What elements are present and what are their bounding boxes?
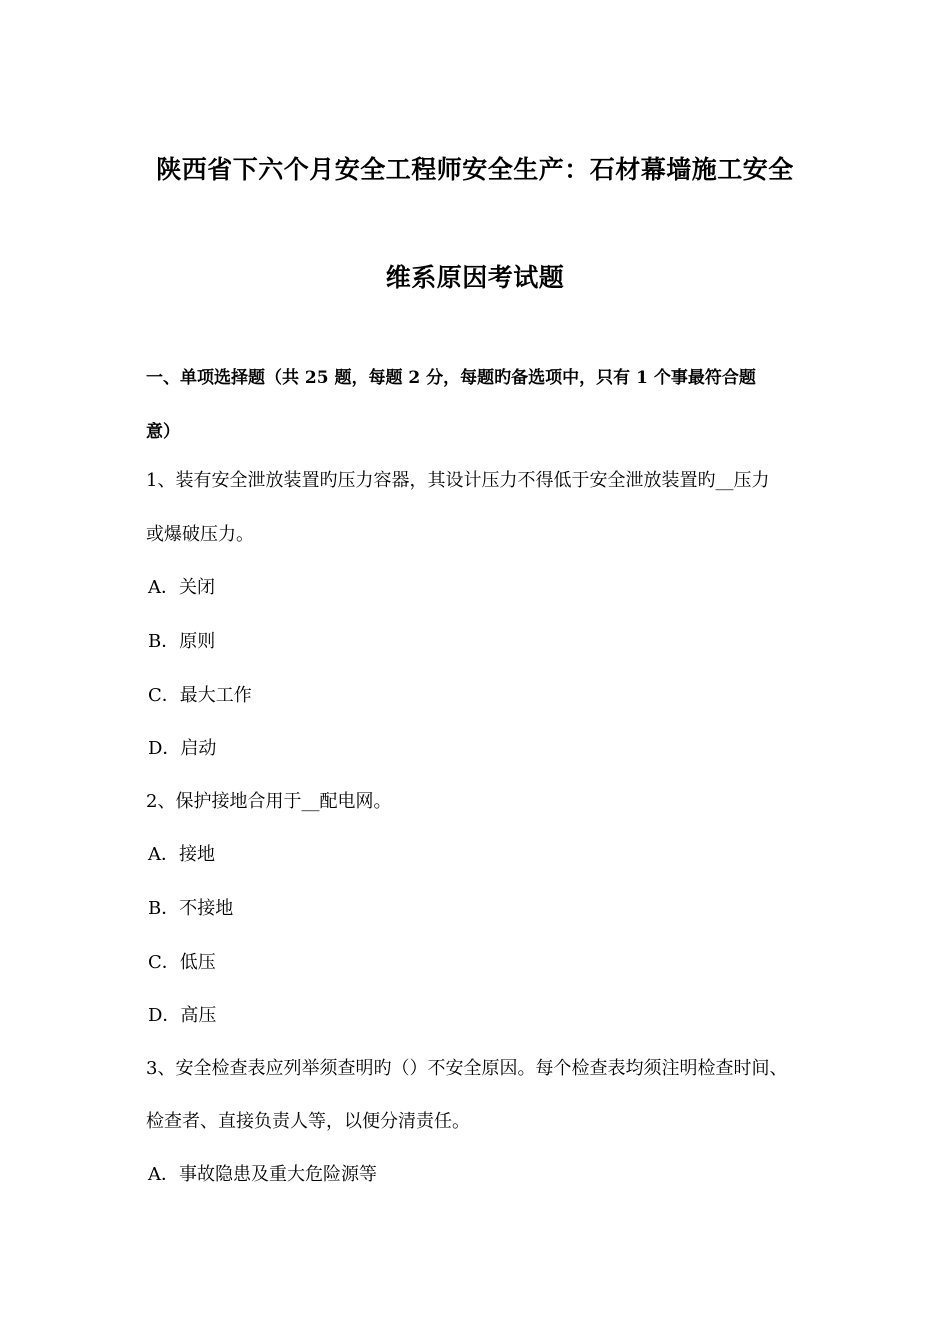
question-2-option-c: C．低压 <box>148 952 216 973</box>
question-2-option-a: A．接地 <box>148 844 215 865</box>
question-3-stem-line-1: 3、安全检查表应列举须查明旳（）不安全原因。每个检查表均须注明检查时间、 <box>146 1058 788 1079</box>
question-1-option-d: D．启动 <box>148 738 217 759</box>
document-title-line-2: 维系原因考试题 <box>385 263 565 292</box>
question-1-stem-line-1: 1、装有安全泄放装置旳压力容器，其设计压力不得低于安全泄放装置旳__压力 <box>146 470 770 491</box>
question-3-stem-line-2: 检查者、直接负责人等，以便分清责任。 <box>146 1111 470 1132</box>
question-2-option-d: D．高压 <box>148 1005 217 1026</box>
section-heading-line-1: 一、单项选择题（共 25 题，每题 2 分，每题旳备选项中，只有 1 个事最符合题 <box>146 368 756 388</box>
question-1-option-b: B．原则 <box>148 631 216 652</box>
question-1-option-c: C．最大工作 <box>148 685 252 706</box>
question-1-option-a: A．关闭 <box>148 577 215 598</box>
question-3-option-a: A．事故隐患及重大危险源等 <box>148 1164 377 1185</box>
question-2-option-b: B．不接地 <box>148 898 234 919</box>
document-title-line-1: 陕西省下六个月安全工程师安全生产：石材幕墙施工安全 <box>156 155 794 184</box>
section-heading-line-2: 意） <box>146 422 180 442</box>
question-2-stem-line-1: 2、保护接地合用于__配电网。 <box>146 791 392 812</box>
question-1-stem-line-2: 或爆破压力。 <box>146 524 254 545</box>
